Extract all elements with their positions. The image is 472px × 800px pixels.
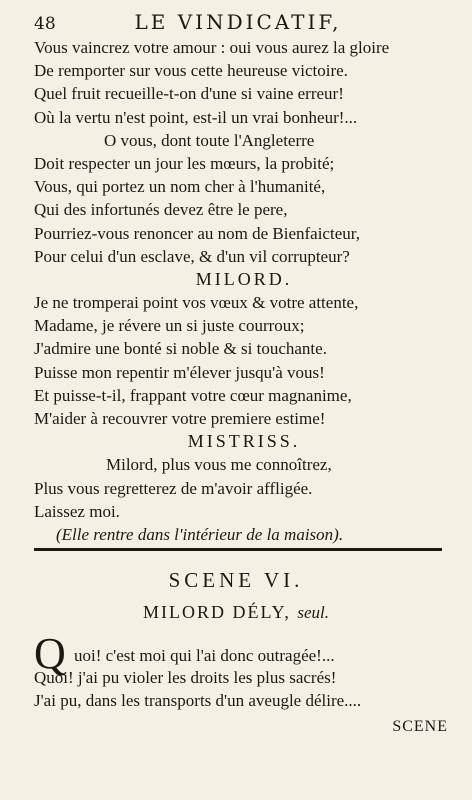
scene-title: SCENE VI.	[168, 568, 304, 592]
speaker-name: MILORD.	[195, 268, 293, 289]
verse-line: Je ne tromperai point vos vœux & votre attente,	[34, 293, 359, 313]
speaker-name: MISTRISS.	[187, 431, 301, 452]
verse-line: Madame, je révere un si juste courroux;	[34, 316, 305, 336]
verse-line: Quel fruit recueille-t-on d'une si vaine erreur!	[34, 84, 344, 104]
catchword: SCENE	[392, 718, 448, 735]
scene-speaker-note: seul.	[297, 603, 329, 622]
verse-line: J'ai pu, dans les transports d'un aveugle délire....	[34, 691, 362, 711]
verse-line: Doit respecter un jour les mœurs, la probité;	[34, 153, 335, 173]
verse-line: Laissez moi.	[34, 501, 120, 521]
stage-direction: (Elle rentre dans l'intérieur de la maison).	[56, 524, 344, 544]
verse-line: Qui des infortunés devez être le pere,	[34, 200, 288, 220]
scene-divider	[34, 548, 442, 551]
verse-line: Quoi! j'ai pu violer les droits les plus sacrés!	[34, 668, 337, 687]
verse-line: Vous, qui portez un nom cher à l'humanité,	[34, 177, 326, 197]
scene-speaker-name: MILORD DÉLY,	[142, 602, 291, 622]
scene-speaker	[0, 602, 472, 623]
verse-line: O vous, dont toute l'Angleterre	[104, 130, 315, 150]
verse-line: Pourriez-vous renoncer au nom de Bienfaicteur,	[34, 223, 360, 243]
verse-text	[34, 36, 454, 546]
page-number: 48	[34, 14, 56, 34]
drop-cap: Q	[34, 629, 66, 678]
verse-line: uoi! c'est moi qui l'ai donc outragée!...	[74, 646, 335, 665]
verse-line: Plus vous regretterez de m'avoir affligée.	[34, 478, 313, 498]
verse-line: De remporter sur vous cette heureuse victoire.	[34, 61, 348, 81]
verse-line: Vous vaincrez votre amour : oui vous aurez la gloire	[34, 38, 390, 57]
verse-line: Pour celui d'un esclave, & d'un vil corrupteur?	[34, 246, 350, 266]
scene-verse	[34, 666, 454, 712]
verse-line: Où la vertu n'est point, est-il un vrai bonheur!...	[34, 107, 358, 127]
verse-line: Et puisse-t-il, frappant votre cœur magnanime,	[34, 385, 352, 405]
verse-line: Milord, plus vous me connoîtrez,	[106, 455, 332, 475]
page-header	[34, 10, 442, 36]
verse-line: M'aider à recouvrer votre premiere estime!	[34, 409, 326, 428]
verse-line: Puisse mon repentir m'élever jusqu'à vous!	[34, 362, 325, 382]
verse-line: J'admire une bonté si noble & si touchante.	[34, 339, 327, 359]
running-title: LE VINDICATIF,	[134, 10, 342, 34]
